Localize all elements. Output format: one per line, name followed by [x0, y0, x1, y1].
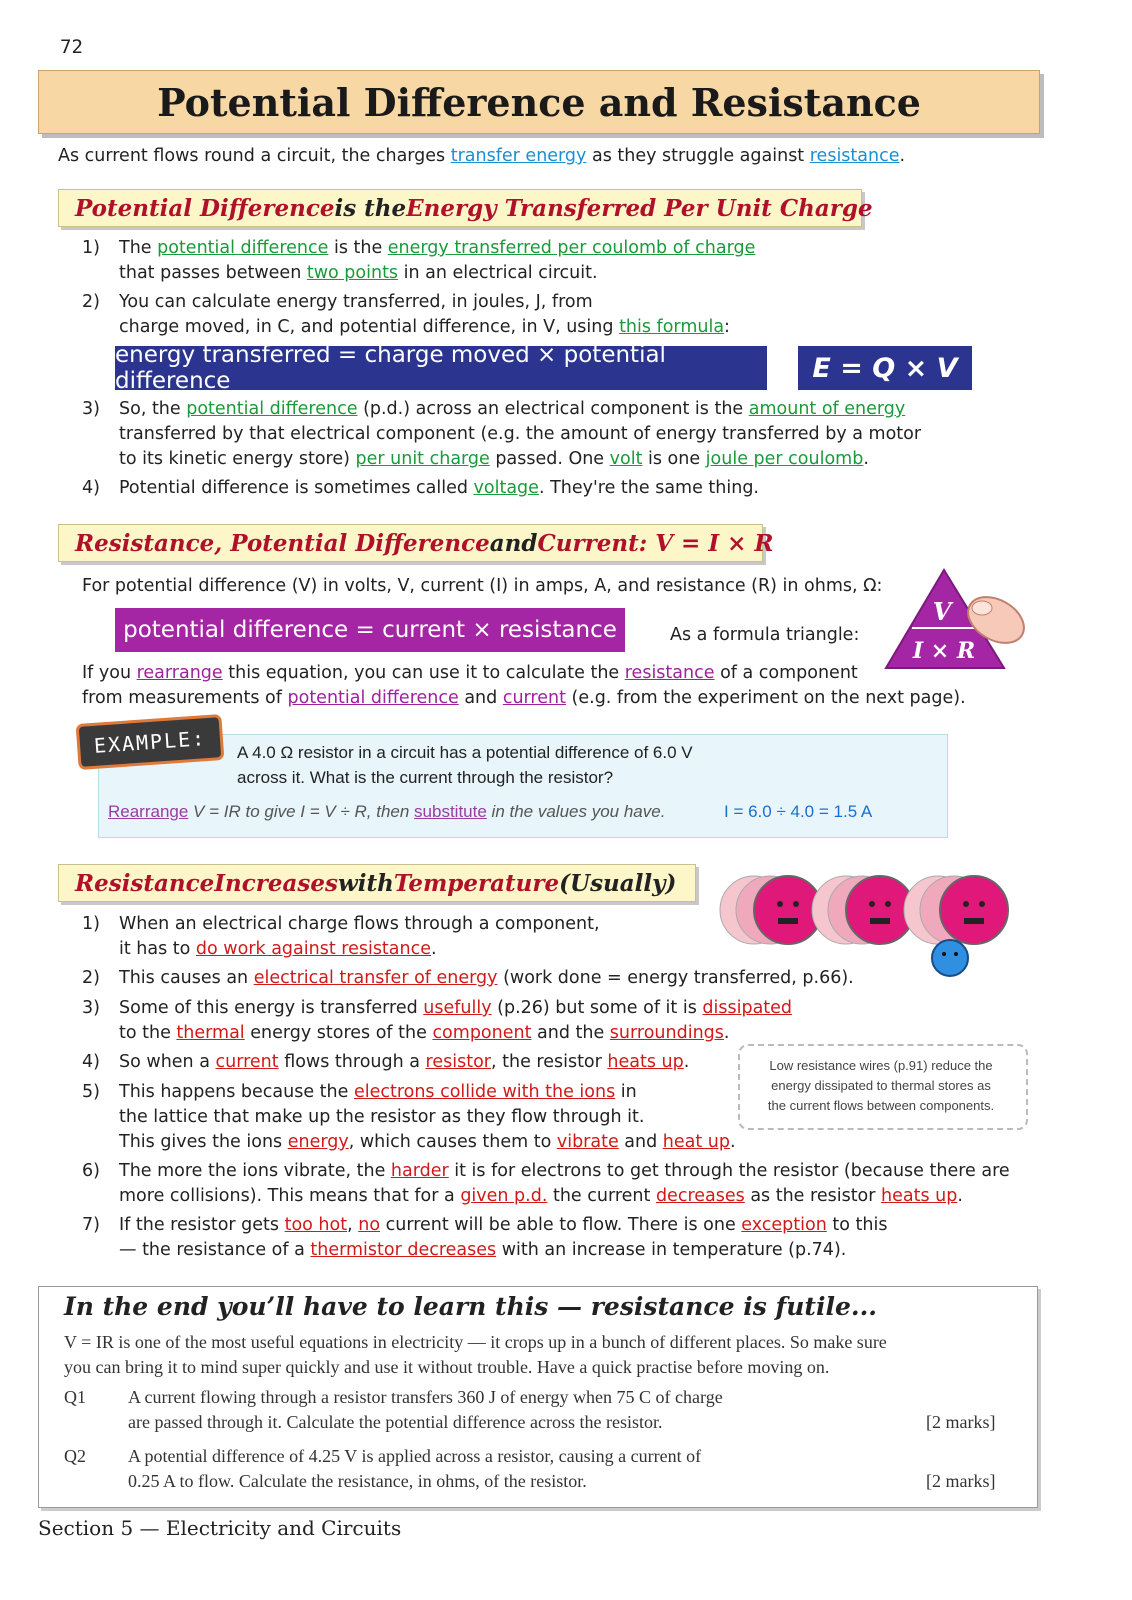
list-number: 4)	[82, 1052, 100, 1072]
question-marks: [2 marks]	[926, 1471, 996, 1491]
formula-energy-symbols: E = Q × V	[798, 346, 972, 390]
formula-triangle-label: As a formula triangle:	[670, 625, 860, 645]
list-item: If the resistor gets too hot, no current will be able to flow. There is one exception to this — the resistance of a thermistor decreases with an increase in temperature (p.74).	[119, 1215, 888, 1260]
list-number: 3)	[82, 399, 100, 419]
question-text: A current flowing through a resistor transfers 360 J of energy when 75 C of charge are passed through it. Calculate the potential difference across the resistor.	[128, 1387, 723, 1432]
list-item: Some of this energy is transferred usefully (p.26) but some of it is dissipated to the thermal energy stores of the component and the surroundings.	[119, 998, 793, 1043]
example-tag: EXAMPLE:	[79, 717, 221, 767]
link-resistance: resistance	[809, 146, 900, 166]
list-item: When an electrical charge flows through a component, it has to do work against resistance.	[119, 914, 600, 959]
list-item: So, the potential difference (p.d.) across an electrical component is the amount of energy transferred by that electrical component (e.g. the amount of energy transferred by a motor to its kinetic energy store) per unit charge passed. One volt is one joule per coulomb.	[119, 399, 922, 469]
list-number: 1)	[82, 914, 100, 934]
units-description: For potential difference (V) in volts, V, current (I) in amps, A, and resistance (R) in ohms, Ω:	[82, 576, 883, 596]
vibrating-ions-illustration	[712, 864, 1024, 980]
page-number: 72	[60, 36, 83, 58]
question-text: A potential difference of 4.25 V is applied across a resistor, causing a current of 0.25 A to flow. Calculate the resistance, in ohms, of the resistor.	[128, 1446, 702, 1491]
summary-text: V = IR is one of the most useful equations in electricity — it crops up in a bunch of different places. So make sure you can bring it to mind super quickly and use it without trouble. Have a quick practise before moving on.	[64, 1332, 887, 1377]
section-heading-vir: Resistance, Potential Difference and Current: V = I × R	[58, 524, 763, 562]
triangle-top: V	[932, 597, 952, 626]
list-number: 4)	[82, 478, 100, 498]
side-note: Low resistance wires (p.91) reduce the energy dissipated to thermal stores as the current flows between components.	[767, 1058, 995, 1113]
example-answer: I = 6.0 ÷ 4.0 = 1.5 A	[724, 802, 873, 821]
list-number: 3)	[82, 998, 100, 1018]
list-item: This happens because the electrons collide with the ions in the lattice that make up the resistor as they flow through it. This gives the ions energy, which causes them to vibrate and heat up.	[119, 1082, 736, 1152]
page-title: Potential Difference and Resistance	[157, 79, 921, 125]
formula-triangle	[884, 568, 1034, 672]
list-number: 5)	[82, 1082, 100, 1102]
question-label: Q2	[64, 1446, 86, 1466]
intro-text: As current flows round a circuit, the charges transfer energy as they struggle against resistance.	[58, 146, 906, 166]
triangle-bottom: I × R	[912, 638, 976, 664]
example-working: Rearrange V = IR to give I = V ÷ R, then substitute in the values you have.	[108, 802, 666, 821]
list-number: 7)	[82, 1215, 100, 1235]
list-number: 1)	[82, 238, 100, 258]
summary-title: In the end you’ll have to learn this — resistance is futile...	[64, 1292, 877, 1321]
list-number: 2)	[82, 968, 100, 988]
list-number: 6)	[82, 1161, 100, 1181]
list-item: So when a current flows through a resistor, the resistor heats up.	[119, 1052, 690, 1072]
section-heading-potential-difference: Potential Difference is the Energy Transferred Per Unit Charge	[58, 189, 862, 227]
example-question: A 4.0 Ω resistor in a circuit has a potential difference of 6.0 V across it. What is the current through the resistor?	[237, 743, 693, 787]
list-item: This causes an electrical transfer of energy (work done = energy transferred, p.66).	[119, 968, 854, 988]
list-item: You can calculate energy transferred, in joules, J, from charge moved, in C, and potential difference, in V, using this formula:	[119, 292, 730, 337]
list-item: The potential difference is the energy transferred per coulomb of charge that passes between two points in an electrical circuit.	[119, 238, 756, 283]
question-marks: [2 marks]	[926, 1412, 996, 1432]
question-label: Q1	[64, 1387, 86, 1407]
link-transfer-energy: transfer energy	[450, 146, 587, 166]
footer-section: Section 5 — Electricity and Circuits	[38, 1516, 402, 1540]
page-title-bar	[38, 70, 1040, 134]
section-heading-temperature: Resistance Increases with Temperature (Usually)	[58, 864, 696, 902]
rearrange-paragraph: If you rearrange this equation, you can use it to calculate the resistance of a component from measurements of potential difference and current (e.g. from the experiment on the next page).	[82, 663, 966, 708]
formula-energy-words: energy transferred = charge moved × potential difference	[115, 346, 767, 390]
list-item: Potential difference is sometimes called voltage. They're the same thing.	[119, 478, 759, 498]
list-number: 2)	[82, 292, 100, 312]
list-item: The more the ions vibrate, the harder it is for electrons to get through the resistor (because there are more collisions). This means that for a given p.d. the current decreases as the resistor heats up.	[119, 1161, 1010, 1206]
formula-vir-words: potential difference = current × resistance	[115, 608, 625, 652]
